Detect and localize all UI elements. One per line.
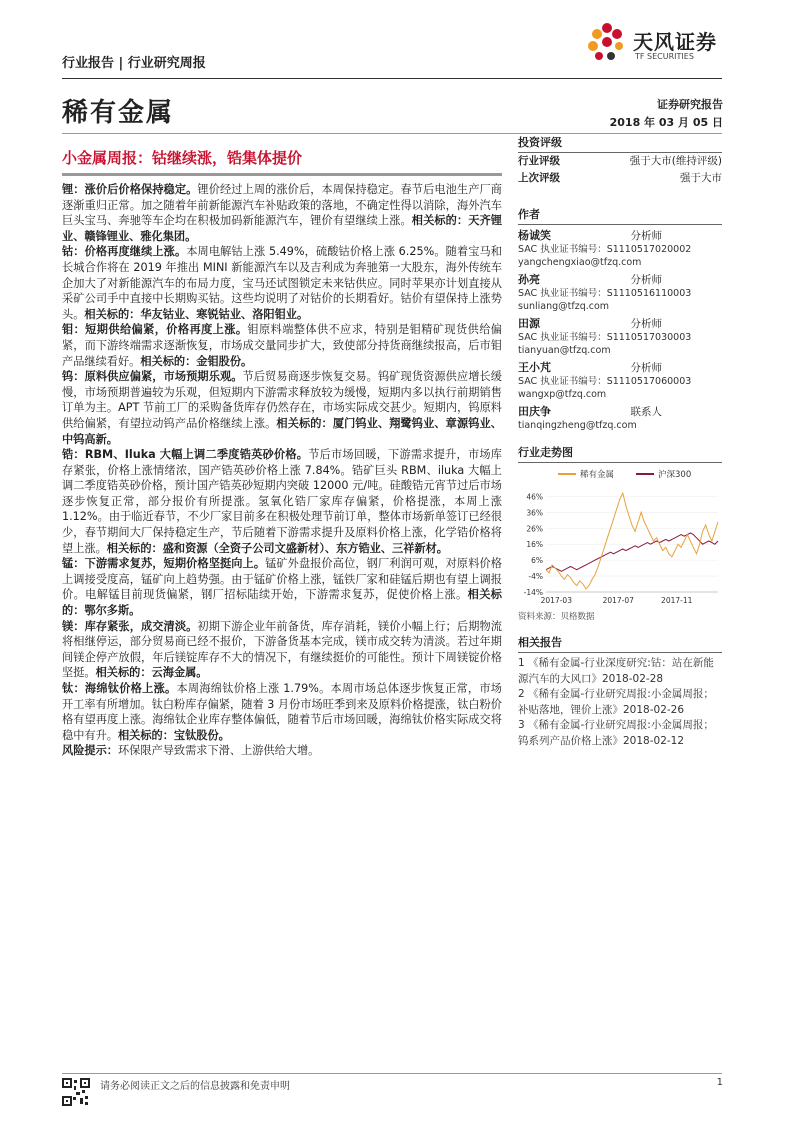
header-divider (62, 78, 722, 79)
company-logo (585, 20, 735, 72)
series-line (546, 533, 718, 571)
author-name: 杨诚笑 (518, 229, 551, 242)
trend-chart-svg (518, 460, 722, 610)
author-role: 分析师 (630, 230, 662, 242)
logo-text-cn: 天风证券 (633, 30, 717, 54)
report-type: 证券研究报告 (657, 98, 723, 111)
x-tick-label: 2017-07 (602, 596, 634, 605)
series-line (546, 493, 718, 589)
author-name: 王小芃 (518, 361, 551, 374)
paragraph-tungsten: 钨：原料供应偏紧，市场预期乐观。节后贸易商逐步恢复交易。钨矿现货资源供应增长缓慢，市场预期普遍较为乐观，但短期内下游需求释放较为缓慢，短期内多以执行前期销售订单为主。APT 节前工厂的采购备货库存仍然存在，市场实际成交甚少。短期内，钨原料供给偏紧，有望拉动钨产品价格继续上涨。相关标的：厦门钨业、翔鹭钨业、章源钨业、中钨高新。 (62, 370, 502, 446)
rating-heading: 投资评级 (518, 134, 722, 153)
author-name: 孙亮 (518, 273, 540, 286)
author-cert: SAC 执业证书编号：S1110517030003 (518, 332, 692, 343)
rating-row: 上次评级 强于大市 (518, 172, 722, 184)
y-tick-label: 46% (526, 492, 543, 502)
author-cert: SAC 执业证书编号：S1110517020002 (518, 244, 692, 255)
paragraph-risk: 风险提示：环保限产导致需求下滑、上游供给大增。 (62, 744, 320, 758)
chart-heading: 行业走势图 (518, 444, 722, 463)
author-entry (518, 405, 722, 432)
author-email[interactable]: yangchengxiao@tfzq.com (518, 257, 642, 268)
logo-text-en: TF SECURITIES (635, 52, 694, 61)
author-entry (518, 361, 722, 401)
author-entry (518, 317, 722, 357)
related-report-item[interactable]: 2 《稀有金属-行业研究周报:小金属周报；补贴落地，锂价上涨》2018-02-26 (518, 688, 714, 716)
author-name: 田庆争 (518, 405, 551, 418)
rating-panel (518, 134, 722, 187)
paragraph-magnesium: 镁：库存紧张，成交清淡。初期下游企业年前备货，库存消耗，镁价小幅上行；后期物流将相继停运，部分贸易商已经不报价，下游备货基本完成，镁市成交转为清淡。若过年期间镁企停产放假，年后镁锭库存不大的情况下，有继续挺价的可能性。预计下周镁锭价格坚挺。相关标的：云海金属。 (62, 619, 502, 680)
paragraph-cobalt: 钴：价格再度继续上涨。本周电解钴上涨 5.49%，硫酸钴价格上涨 6.25%。随着宝马和长城合作将在 2019 年推出 MINI 新能源汽车以及吉利成为奔驰第一大股东，海外传统车企加大了对新能源汽车的布局力度，宝马还试图锁定未来钴供应。同时苹果亦计划直接从采矿公司手中直接中长期购买钴。这些均说明了对钴价的长期看好。钴价有望保持上涨势头。相关标的：华友钴业、寒锐钴业、洛阳钼业。 (62, 245, 502, 321)
chart-source: 资料来源：贝格数据 (518, 612, 595, 622)
paragraph-titanium: 钛：海绵钛价格上涨。本周海绵钛价格上涨 1.79%。本周市场总体逐步恢复正常，市场开工率有所增加。钛白粉库存偏紧，随着 3 月份市场旺季到来及原料价格提涨，钛白粉价格有望再度上涨。海绵钛企业库存整体偏低，随着节后市场回暖，海绵钛价格实际成交将稳中有升。相关标的：宝钛股份。 (62, 682, 502, 742)
legend-label: 沪深300 (658, 470, 692, 480)
paragraph-lithium: 锂：涨价后价格保持稳定。锂价经过上周的涨价后，本周保持稳定。春节后电池生产厂商逐渐重归正常。加之随着年前新能源汽车补贴政策的落地，不确定性得以消除，海外汽车巨头宝马、奔驰等车企均在积极加码新能源汽车，锂价有望继续上涨。相关标的：天齐锂业、赣锋锂业、雅化集团。 (62, 183, 502, 243)
x-tick-label: 2017-11 (661, 596, 693, 605)
y-tick-label: 16% (526, 540, 543, 550)
footer-disclaimer: 请务必阅读正文之后的信息披露和免责申明 (100, 1081, 290, 1092)
author-role: 联系人 (630, 406, 662, 418)
related-report-item[interactable]: 1 《稀有金属-行业深度研究:钴：站在新能源汽车的大风口》2018-02-28 (518, 657, 714, 685)
author-email[interactable]: tianyuan@tfzq.com (518, 345, 611, 356)
y-tick-label: -14% (523, 588, 543, 597)
author-role: 分析师 (630, 318, 662, 330)
paragraph-manganese: 锰：下游需求复苏，短期价格坚挺向上。锰矿外盘报价高位，钢厂利润可观，对原料价格上调接受度高，锰矿向上趋势强。由于锰矿价格上涨，锰铁厂家和硅锰后期也有望上调报价。电解锰目前现货偏紧，钢厂招标陆续开始，下游需求复苏，促使价格上涨。相关标的：鄂尔多斯。 (62, 557, 502, 618)
paragraph-molybdenum: 钼：短期供给偏紧，价格再度上涨。钼原料端整体供不应求，特别是钼精矿现货供给偏紧，而下游终端需求逐渐恢复，市场成交量同步扩大，致使部分持货商继续报高，后市钼产品继续看好。相关标的：金钼股份。 (62, 323, 502, 368)
related-reports-heading: 相关报告 (518, 634, 722, 653)
x-tick-label: 2017-03 (540, 596, 572, 605)
y-tick-label: -4% (528, 572, 543, 582)
industry-trend-chart (518, 460, 722, 625)
legend-label: 稀有金属 (580, 470, 615, 480)
report-title: 小金属周报：钴继续涨，锆集体提价 (62, 149, 303, 167)
author-email[interactable]: sunliang@tfzq.com (518, 301, 610, 312)
y-tick-label: 26% (526, 524, 543, 534)
logo-flower-icon (585, 20, 629, 68)
author-email[interactable]: wangxp@tfzq.com (518, 389, 607, 400)
authors-panel (518, 206, 722, 432)
related-reports-panel (518, 634, 722, 749)
author-entry (518, 273, 722, 313)
rating-row: 行业评级 强于大市(维持评级) (518, 155, 722, 167)
paragraph-zirconium: 锆：RBM、Iluka 大幅上调二季度锆英砂价格。节后市场回暖，下游需求提升，市场库存紧张，价格上涨情绪浓，国产锆英砂价格上涨 7.84%。锆矿巨头 RBM、iluka 大幅上调二季度锆英砂价格，预计国产锆英砂短期内突破 12000 元/吨。硅酸锆元宵节过后市场逐步恢复正常，部分报价有所提涨。氢氧化锆厂家库存偏紧，价格提涨，本周上涨 1.12%。由于临近春节，不少厂家目前多在积极处理节前订单，整体市场新单签订已经很少，春节期间大厂保持稳定生产，节后随着下游需求提升及原料价格上涨，化学锆价格将望上涨。相关标的：盛和资源（全资子公司文盛新材）、东方锆业、三祥新材。 (62, 448, 502, 555)
sector-title: 稀有金属 (62, 98, 175, 128)
authors-heading: 作者 (518, 206, 722, 225)
author-role: 分析师 (630, 274, 662, 286)
page-number: 1 (716, 1077, 723, 1088)
author-cert: SAC 执业证书编号：S1110516110003 (518, 288, 692, 299)
report-body (62, 182, 502, 759)
qr-code-icon (62, 1078, 90, 1106)
y-tick-label: 36% (526, 508, 543, 518)
report-category: 行业报告 | 行业研究周报 (62, 56, 206, 71)
author-name: 田源 (518, 317, 540, 330)
related-report-item[interactable]: 3 《稀有金属-行业研究周报:小金属周报；钨系列产品价格上涨》2018-02-12 (518, 719, 714, 747)
title-underline (62, 173, 502, 176)
author-role: 分析师 (630, 362, 662, 374)
footer-divider (62, 1073, 722, 1074)
author-email[interactable]: tianqingzheng@tfzq.com (518, 420, 637, 431)
report-date: 2018 年 03 月 05 日 (609, 116, 723, 129)
author-entry (518, 229, 722, 269)
author-cert: SAC 执业证书编号：S1110517060003 (518, 376, 692, 387)
y-tick-label: 6% (531, 556, 543, 566)
